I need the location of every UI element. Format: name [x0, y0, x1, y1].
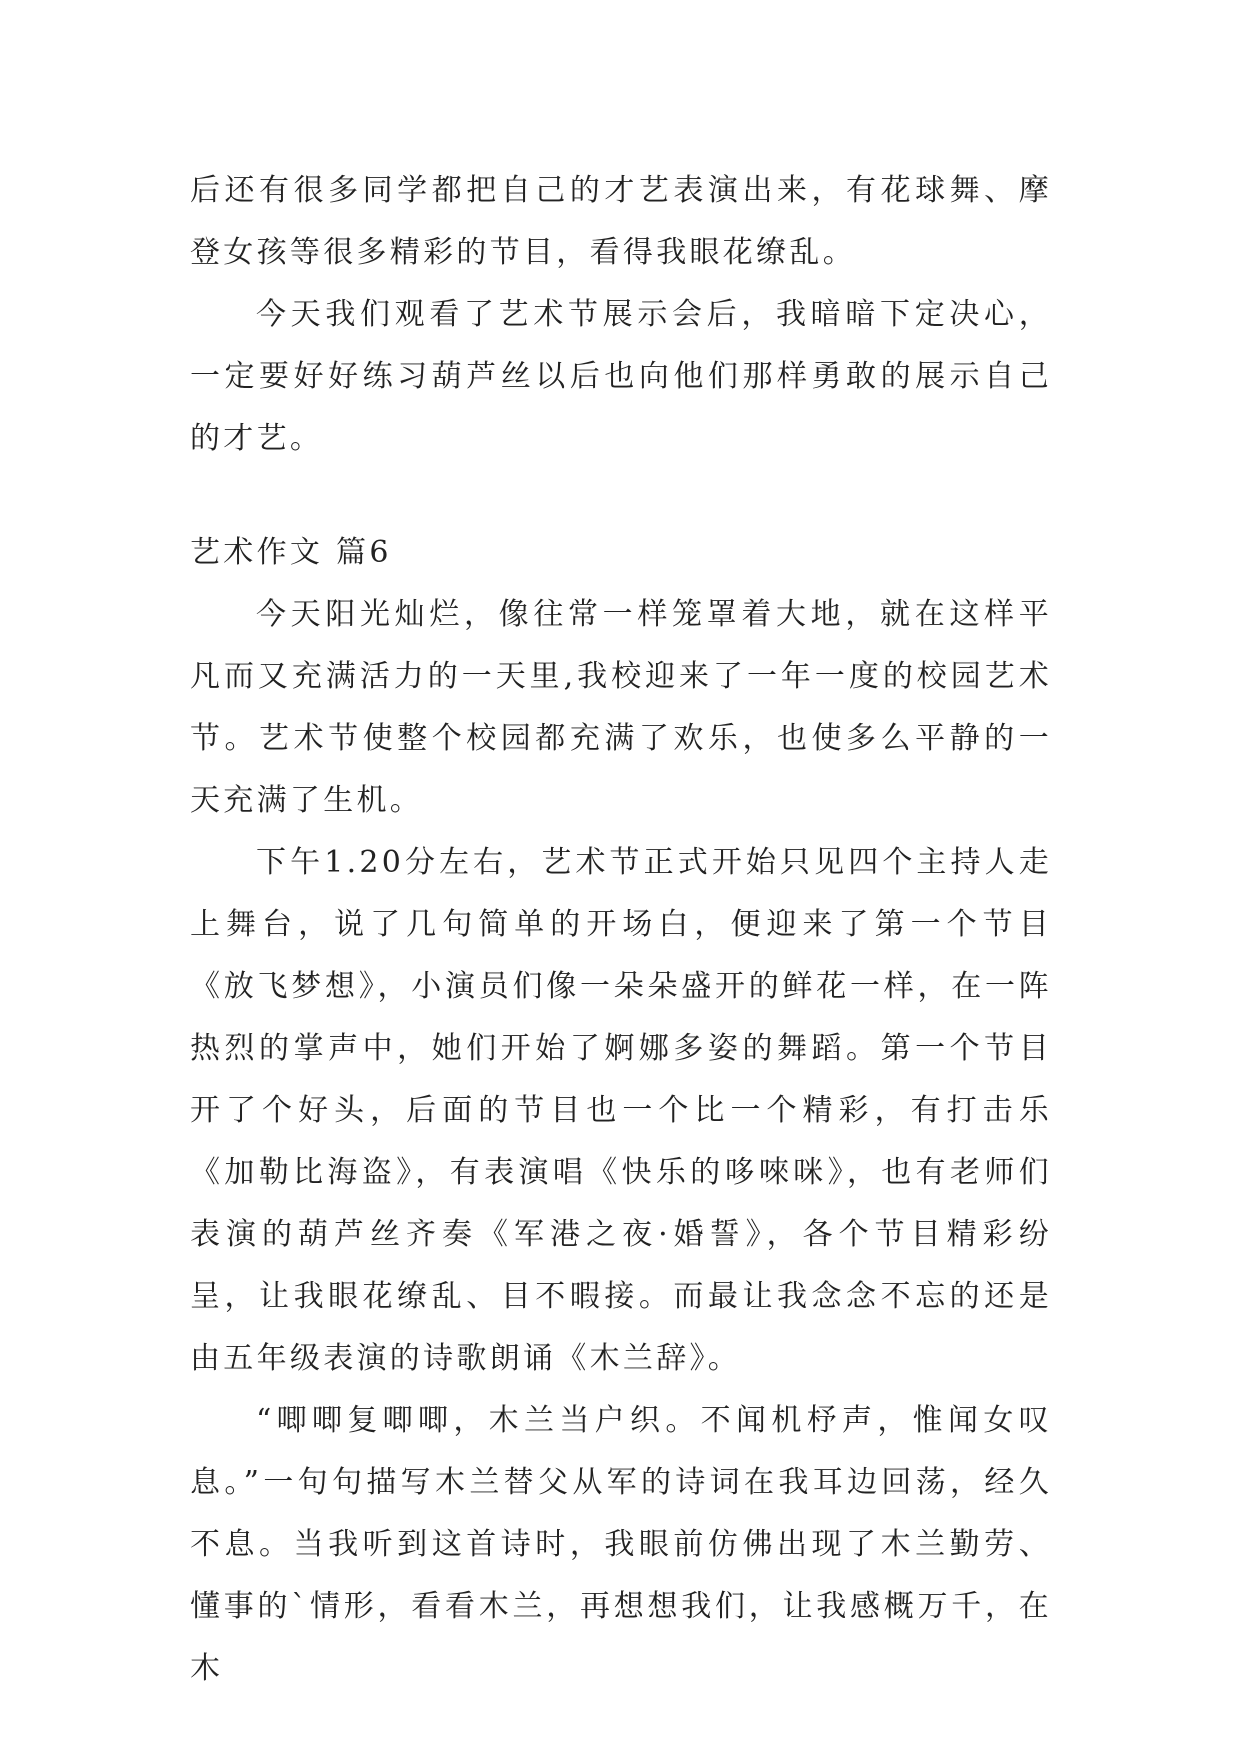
- paragraph-intro: 今天阳光灿烂，像往常一样笼罩着大地，就在这样平凡而又充满活力的一天里,我校迎来了一年一度的校园艺术节。艺术节使整个校园都充满了欢乐，也使多么平静的一天充满了生机。: [190, 597, 1052, 818]
- carryover-paragraph: 后还有很多同学都把自己的才艺表演出来，有花球舞、摩登女孩等很多精彩的节目，看得我眼花缭乱。: [190, 173, 1052, 270]
- section-heading: 艺术作文 篇6: [190, 535, 392, 570]
- paragraph-mulan: “唧唧复唧唧，木兰当户织。不闻机杼声，惟闻女叹息。”一句句描写木兰替父从军的诗词在我耳边回荡，经久不息。当我听到这首诗时，我眼前仿佛出现了木兰勤劳、懂事的`情形，看看木兰，再想想我们，让我感概万千，在木: [190, 1403, 1052, 1686]
- paragraph-performances: 下午1.20分左右，艺术节正式开始只见四个主持人走上舞台，说了几句简单的开场白，便迎来了第一个节目《放飞梦想》，小演员们像一朵朵盛开的鲜花一样，在一阵热烈的掌声中，她们开始了婀娜多姿的舞蹈。第一个节目开了个好头，后面的节目也一个比一个精彩，有打击乐《加勒比海盗》，有表演唱《快乐的哆唻咪》，也有老师们表演的葫芦丝齐奏《军港之夜·婚誓》，各个节目精彩纷呈，让我眼花缭乱、目不暇接。而最让我念念不忘的还是由五年级表演的诗歌朗诵《木兰辞》。: [190, 845, 1052, 1376]
- closing-paragraph: 今天我们观看了艺术节展示会后，我暗暗下定决心，一定要好好练习葫芦丝以后也向他们那样勇敢的展示自己的才艺。: [190, 297, 1052, 456]
- document-body: [190, 160, 1052, 1700]
